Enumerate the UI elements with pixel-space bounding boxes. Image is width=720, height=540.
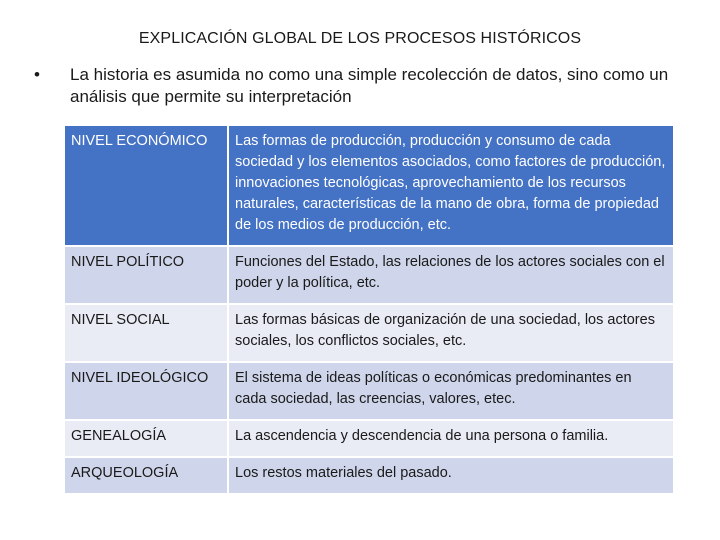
row-description: La ascendencia y descendencia de una persona o familia.	[228, 420, 674, 457]
table-row	[64, 246, 674, 304]
bullet-marker: •	[34, 65, 40, 84]
intro-bullet-text: La historia es asumida no como una simple recolección de datos, sino como un análisis que permite su interpretación	[70, 65, 669, 106]
table-row	[64, 420, 674, 457]
row-description: El sistema de ideas políticas o económicas predominantes en cada sociedad, las creencias, valores, etec.	[228, 362, 674, 420]
historical-levels-table	[63, 124, 675, 495]
row-description: Las formas de producción, producción y consumo de cada sociedad y los elementos asociados, como factores de producción, innovaciones tecnológicas, aprovechamiento de los recursos naturales, características de la mano de obra, forma de propiedad de los medios de producción, etc.	[228, 125, 674, 246]
row-label: NIVEL POLÍTICO	[64, 246, 228, 304]
row-description: Funciones del Estado, las relaciones de los actores sociales con el poder y la política, etc.	[228, 246, 674, 304]
row-label: GENEALOGÍA	[64, 420, 228, 457]
row-label: NIVEL IDEOLÓGICO	[64, 362, 228, 420]
row-description: Las formas básicas de organización de una sociedad, los actores sociales, los conflictos sociales, etc.	[228, 304, 674, 362]
table-row	[64, 304, 674, 362]
row-label: NIVEL ECONÓMICO	[64, 125, 228, 246]
table-row	[64, 457, 674, 494]
table-row	[64, 125, 674, 246]
row-description: Los restos materiales del pasado.	[228, 457, 674, 494]
row-label: NIVEL SOCIAL	[64, 304, 228, 362]
row-label: ARQUEOLOGÍA	[64, 457, 228, 494]
table-row	[64, 362, 674, 420]
slide-title: EXPLICACIÓN GLOBAL DE LOS PROCESOS HISTÓRICOS	[138, 30, 582, 47]
intro-bullet	[34, 64, 674, 108]
